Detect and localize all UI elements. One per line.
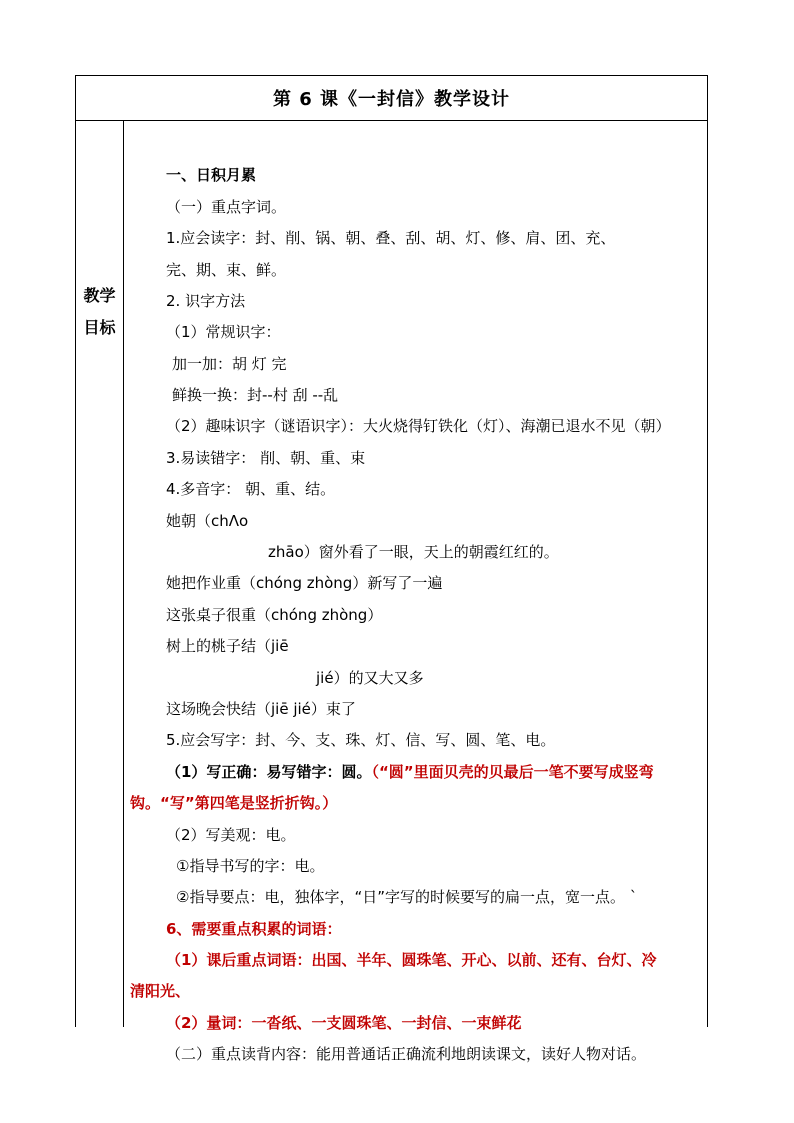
text-line: 4.多音字： 朝、重、结。 bbox=[166, 480, 336, 498]
text-line: 1.应会读字：封、削、锅、朝、叠、刮、胡、灯、修、肩、团、充、 bbox=[166, 229, 616, 247]
text-line: 加一加：胡 灯 完 bbox=[172, 355, 287, 373]
subsection-heading: （一）重点字词。 bbox=[166, 198, 287, 216]
text-line: 这张桌子很重（chóng zhòng） bbox=[166, 606, 383, 624]
text-line: 6、需要重点积累的词语： bbox=[166, 920, 342, 938]
text-line: 完、期、束、鲜。 bbox=[166, 261, 287, 279]
text-line: 2. 识字方法 bbox=[166, 292, 246, 310]
text-line: 5.应会写字：封、今、支、珠、灯、信、写、圆、笔、电。 bbox=[166, 731, 556, 749]
document-title: 第 6 课《一封信》教学设计 bbox=[75, 75, 708, 120]
text-line: 3.易读错字： 削、朝、重、束 bbox=[166, 449, 366, 467]
text-line: （1）课后重点词语：出国、半年、圆珠笔、开心、以前、还有、台灯、冷 bbox=[166, 951, 657, 969]
write-correct-label: （1）写正确：易写错字：圆。 bbox=[166, 763, 372, 781]
text-line: jié）的又大又多 bbox=[316, 669, 424, 687]
text-line: 清阳光、 bbox=[130, 982, 191, 1000]
row-header-label bbox=[76, 280, 123, 344]
text-line: （1）常规识字： bbox=[166, 323, 281, 341]
objectives-row bbox=[75, 120, 708, 1063]
text-line bbox=[166, 762, 654, 782]
section-heading: 一、日积月累 bbox=[166, 166, 257, 184]
text-line: 这场晚会快结（jiē jié）束了 bbox=[166, 700, 356, 718]
text-line: ①指导书写的字：电。 bbox=[176, 857, 325, 875]
text-line: （二）重点读背内容：能用普通话正确流利地朗读课文，读好人物对话。 bbox=[166, 1045, 647, 1063]
text-line: 钩。“写”第四笔是竖折折钩。） bbox=[130, 794, 338, 812]
text-line: 她朝（chΛo bbox=[166, 512, 249, 530]
text-line: （2）写美观：电。 bbox=[166, 826, 296, 844]
row-header-line-2: 目标 bbox=[83, 318, 116, 337]
lesson-plan-table bbox=[75, 75, 708, 1063]
row-header-cell bbox=[76, 121, 124, 1027]
text-line: 鲜换一换：封--村 刮 --乱 bbox=[172, 386, 339, 404]
text-line: zhāo）窗外看了一眼，天上的朝霞红红的。 bbox=[268, 543, 559, 561]
text-line: 树上的桃子结（jiē bbox=[166, 637, 289, 655]
text-line: （2）趣味识字（谜语识字）：大火烧得钉铁化（灯）、海潮已退水不见（朝） bbox=[166, 417, 671, 435]
text-line: （2）量词：一沓纸、一支圆珠笔、一封信、一束鲜花 bbox=[166, 1014, 522, 1032]
write-correct-note: （“圆”里面贝壳的贝最后一笔不要写成竖弯 bbox=[371, 763, 654, 781]
text-line: 她把作业重（chóng zhòng）新写了一遍 bbox=[166, 574, 443, 592]
row-header-line-1: 教学 bbox=[83, 286, 116, 305]
text-line: ②指导要点：电，独体字，“日”字写的时候要写的扁一点，宽一点。 ˋ bbox=[176, 888, 638, 906]
